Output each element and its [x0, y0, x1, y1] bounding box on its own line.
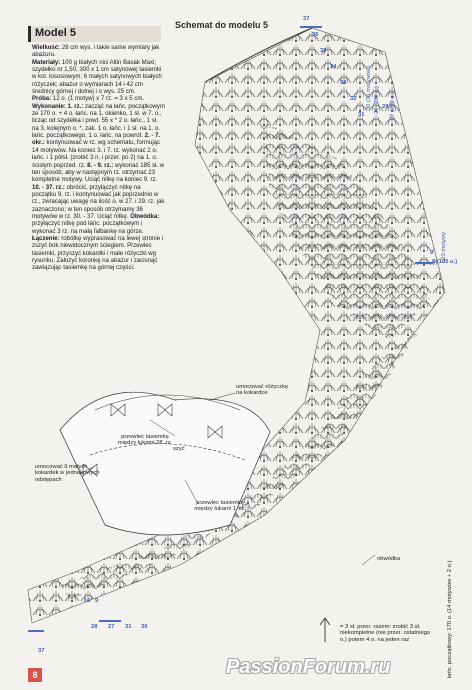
note-lancuch: łańc. początkowy: 170 o. (14 motywów + 2 o.)	[447, 560, 453, 678]
obwodka-label: Obwódka:	[128, 213, 160, 220]
row-label-right-3: 8 (185 o.)	[432, 259, 458, 265]
wykonanie-label: Wykonanie:	[32, 103, 66, 110]
row-label-top-7: 31	[358, 112, 365, 118]
wielkosc-text: 28 cm wys. i takie same wymiary jak abażuru.	[32, 45, 160, 59]
laczenie-text: robótkę wyprasować na lewej stronie i zszyć bok niewidocznym ściegiem. Przewlec tasiemki, przyszyć kokardki i małe różyczki wg rysunku. Założyć koronkę na abażur i zacisnąć zawiązując tasiemkę na górnej części.	[32, 235, 164, 272]
laczenie-label: Łączenie:	[32, 235, 60, 242]
row-label-top-8: 30 (36 motywów)	[366, 66, 372, 111]
row8-9-label: 8. - 9. rz.:	[85, 162, 114, 169]
row-label-bottom-3: 28	[91, 624, 98, 630]
obwodka-text: przyłączyć nitkę pod łańc. początkowym i wykonać 3 rz. na małą falbankę na górze.	[32, 221, 144, 235]
row-label-top-6: 32	[350, 96, 357, 102]
row1-label: 1. rz.:	[65, 103, 84, 110]
schemat-title: Schemat do modelu 5	[175, 20, 269, 30]
row2-7-label: 2. - 7. okr.:	[32, 133, 161, 147]
row-label-right-2: 9	[430, 250, 434, 256]
row-label-top-5: 33	[340, 80, 347, 86]
row-label-top-11: 27 (290 o.)	[390, 92, 396, 121]
row-label-bottom-1: 10	[84, 598, 91, 604]
note-tasiemka1: przewlec tasiemkę między łukami 1. rz.	[194, 500, 246, 513]
proba-label: Próba:	[32, 96, 52, 103]
row-label-top-4: 34	[330, 64, 337, 70]
materialy-text: 100 g białych nici Altin Basak Maxi; szydełko nr 1,50; 300 x 1 cm satynowej tasiemki w kol. łososiowym; 6 małych satynowych białych różyczek; abażur o wymiarach 14 i 42 cm średnicy górnej i dolnej i o wys. 25 cm.	[32, 59, 162, 96]
proba-text: 12 o. (1 motyw) x 7 rz. = 3 x 5 cm.	[51, 96, 145, 103]
materialy-label: Materiały:	[32, 59, 61, 66]
row8-9-text: wykonać 185 sł. w ten sposób, aby w następnym rz. otrzymać 23 kompletne motywy. Uciąć nitkę na koniec 9. rz.	[32, 162, 165, 184]
crochet-hook-icon	[320, 618, 330, 642]
model-title: Model 5	[35, 27, 76, 39]
row-label-bottom-5: 31	[125, 624, 132, 630]
row-label-top-9: 29 (289 o.)	[374, 86, 380, 115]
note-kokardki: umocować 6 małych kokardek w jednakowych odstępach	[35, 464, 100, 483]
row-label-right-1: 23 motywy	[441, 232, 447, 260]
row10-37-text: obrócić, przyłączyć nitkę na początku 9. rz. i kontynuować jak poprzednio w rz., zwracając uwagę na ilość o. w 27. i 29. rz. jak zaznaczono; w ten sposób otrzymamy 36 motywów w rz. 30. - 37. Uciąć nitkę.	[32, 184, 165, 220]
note-rozyczki: umocować różyczkę na kokardce	[236, 384, 289, 397]
page-number: 8	[28, 668, 42, 682]
note-szyc: szyć	[173, 446, 185, 452]
watermark: PassionForum.ru	[226, 656, 391, 678]
row-label-bottom-4: 27	[108, 624, 115, 630]
note-legend: = 3 sł. przer. razem: zrobić 3 sł. niekompletne (nie przer. ostatniego o.) potem 4 o. na jeden raz	[340, 624, 431, 643]
wielkosc-label: Wielkość:	[32, 45, 61, 51]
row-label-top-10: 28	[382, 104, 389, 110]
row-label-top-1: 37	[303, 16, 310, 22]
row2-7-text: kontynuować w rz. wg schematu, formując 14 motywów. Na koniec 3. i 7. rz. wykonać 2 o. łańc. i 1 półsł. (zrobić 3 n. i przer. po 2) na 1. o. ścisłym poprzed. rz.	[32, 140, 161, 169]
row1-text: zacząć na łańc. początkowym ze 170 o. + 4 o. łańc. na 1. okienko, 1 sł. w 7. o., licząc od szydełka i powt. 55 x * 2 o. łańc., 1 sł. na 3. kolejnym o. *, zak. 1 o. łańc. i 1 sł. na 1. o. łańc. początkowego, 1 o. łańc. na powrót.	[32, 103, 165, 140]
row-label-top-2: 36	[312, 32, 319, 38]
row-label-bottom-6: 30	[141, 624, 148, 630]
row-label-bottom-2: 9	[95, 598, 99, 604]
row-label-top-3: 35	[320, 48, 327, 54]
row10-37-label: 10. - 37. rz.:	[32, 184, 65, 191]
note-obwodka: obwódka	[377, 556, 401, 562]
row-label-bottom-7: 37	[38, 648, 45, 654]
note-tasiemka28: przewlec tasiemkę między łukami 28. rz.	[117, 434, 173, 447]
